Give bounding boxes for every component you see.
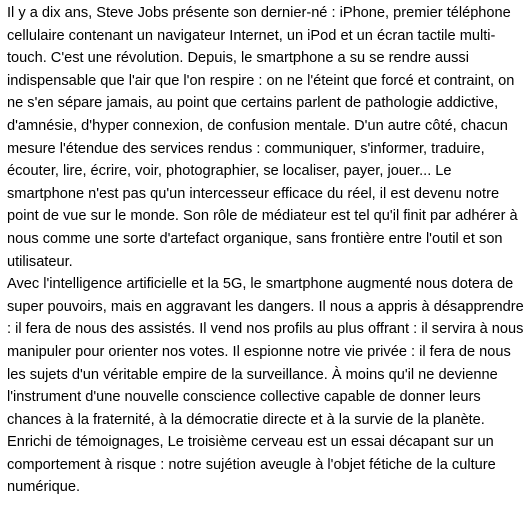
paragraph-ai-5g: Avec l'intelligence artificielle et la 5G, le smartphone augmenté nous dotera de super pouvoirs, mais en aggravant les dangers. Il nous a appris à désapprendre : il fera de nous des assistés. Il vend nos profils au plus offrant : il servira à nous manipuler pour orienter nos votes. Il espionne notre vie privée : il fera de nous les sujets d'un véritable empire de la surveillance. À moins qu'il ne devienne l'instrument d'une nouvelle conscience collective capable de donner leurs chances à la fraternité, à la démocratie directe et à la survie de la planète. <box>7 276 524 428</box>
paragraph-intro: Il y a dix ans, Steve Jobs présente son dernier-né : iPhone, premier téléphone cellulaire contenant un navigateur Internet, un iPod et un écran tactile multi-touch. C'est une révolution. Depuis, le smartphone a su se rendre aussi indispensable que l'air que l'on respire : on ne l'éteint que forcé et contraint, on ne s'en sépare jamais, au point que certains parlent de pathologie addictive, d'amnésie, d'hyper connexion, de confusion mentale. D'un autre côté, chacun mesure l'étendue des services rendus : communiquer, s'informer, traduire, écouter, lire, écrire, voir, photographier, se localiser, payer, jouer... Le smartphone n'est pas qu'un intercesseur efficace du réel, il est devenu notre point de vue sur le monde. Son rôle de médiateur est tel qu'il finit par adhérer à nous comme une sorte d'artefact organique, sans frontière entre l'outil et son utilisateur. <box>7 5 518 270</box>
paragraph-conclusion: Enrichi de témoignages, Le troisième cerveau est un essai décapant sur un comportement à risque : notre sujétion aveugle à l'objet fétiche de la culture numérique. <box>7 434 496 496</box>
